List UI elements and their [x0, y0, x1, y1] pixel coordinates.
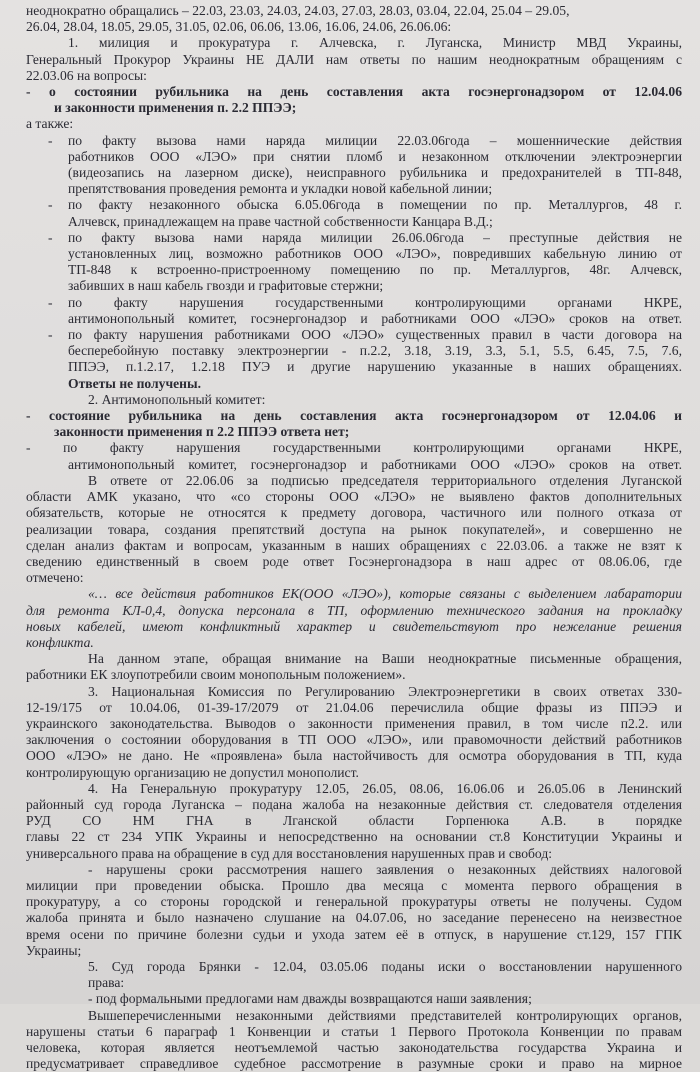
text-line: права: [88, 975, 125, 991]
text-line: сведению единственный в своем роде ответ Госэнергонадзора в наш адрес от 08.06.06, где [26, 553, 682, 569]
text-line: Алчевск, принадлежащем на праве частной собственности Канцара В.Д.; [68, 213, 493, 229]
text-line: а также: [26, 116, 74, 132]
text-line: 22.03.06 на вопросы: [26, 67, 147, 83]
text-line: сделан анализ фактам и вопросам, указанным в наших обращениях с 22.03.06. а также не взят к [26, 537, 682, 553]
text-line: реализации товара, создания препятствий доступа на рынок покупателей», и совершенно не [26, 521, 682, 537]
text-line: (видеозапись на лазерном диске), неисправного рубильника и предохранителей в ТП-848, [68, 165, 682, 181]
text-line: районный суд города Луганска – подана жалоба на незаконные действия ст. следователя отделения [26, 796, 682, 812]
text-line: 12-19/175 от 10.04.06, 01-39-17/2079 от 21.04.06 перечислила общие фразы из ППЭЭ и [26, 699, 682, 715]
text-line: 4. На Генеральную прокуратуру 12.05, 26.05, 08.06, 16.06.06 и 26.05.06 в Ленинский [88, 780, 682, 796]
text-line: 2. Антимонопольный комитет: [88, 391, 266, 407]
text-line: главы 22 ст 234 УПК Украины и непосредственно на основании ст.8 Конституции Украины и [26, 829, 682, 845]
text-line: неоднократно обращались – 22.03, 23.03, 24.03, 24.03, 27.03, 28.03, 03.04, 22.04, 25.04 – 29.05, [26, 3, 570, 18]
text-line: - нарушены сроки рассмотрения нашего заявления о незаконных действиях налоговой [88, 861, 682, 877]
text-line: 5. Суд города Брянки - 12.04, 03.05.06 поданы иски о восстановлении нарушенного [88, 958, 682, 974]
text-line: установленных лиц, возможно работников ООО «ЛЭО», повредивших кабельную линию от [68, 246, 682, 262]
text-line: работники ЕК злоупотребили своим монопольным положением». [26, 667, 406, 683]
text-line: препятствования проведения ремонта и укладки новой кабельной линии; [68, 181, 493, 197]
text-line: прокуратуру, а со стороны городской и генеральной прокуратуры ответы не получены. Судом [26, 894, 682, 910]
text-line: контролирующую организацию не допустил монополист. [26, 764, 359, 780]
text-line: для ремонта КЛ-0,4, допуска персонала в ТП, оформлению технического задания на прокладку [26, 602, 682, 618]
text-line: законности применения п 2.2 ППЭЭ ответа нет; [54, 424, 350, 440]
text-line: ООО «ЛЭО» не дано. Не «проявлена» была настойчивость для осмотра оборудования в ТП, куда [26, 748, 682, 764]
text-line: ППЭЭ, п.1.2.17, 1.2.18 ПУЭ и другие нарушению указанные в наших обращениях. [68, 359, 682, 375]
text-line: бесперебойную поставку электроэнергии - п.2.2, 3.18, 3.19, 3.3, 5.1, 5.5, 6.45, 7.5, 7.6, [68, 343, 682, 359]
text-line: - по факту нарушения государственными контролирующими органами НКРЕ, [26, 440, 682, 456]
text-line: обязательств, которые не относятся к предмету договора, частичного или полного отказа от [26, 505, 682, 521]
text-line: 26.04, 28.04, 18.05, 29.05, 31.05, 02.06, 06.06, 13.06, 16.06, 24.06, 26.06.06: [26, 19, 452, 35]
text-line: заключения о состоянии оборудования в ТП ООО «ЛЭО», или правомочности действий работников [26, 732, 682, 748]
text-line: украинского законодательства. Выводов о законности применения правил, в том числе п2.2. или [26, 715, 682, 731]
text-line: - состояние рубильника на день составления акта госэнергонадзором от 12.04.06 и [26, 408, 682, 424]
text-line: предусматривает справедливое судебное рассмотрение в разумные сроки и право на мирное [26, 1056, 682, 1072]
text-line: Украины; [26, 942, 82, 958]
text-line: - по факту вызова нами наряда милиции 26.06.06года – преступные действия не [26, 230, 682, 246]
text-line: - по факту вызова нами наряда милиции 22.03.06года – мошеннические действия [26, 133, 682, 149]
text-line: - по факту незаконного обыска 6.05.06года в помещении по пр. Металлургов, 48 г. [26, 197, 682, 213]
text-line: В ответе от 22.06.06 за подписью председателя территориального отделения Луганской [88, 472, 682, 488]
text-line: работников ООО «ЛЭО» при снятии пломб и незаконном отключении электроэнергии [68, 148, 682, 164]
text-line: Ответы не получены. [68, 375, 201, 391]
text-line: новых кабелей, имеют конфликтный характер и свидетельствуют про нежелание решения [26, 618, 682, 634]
text-line: - о состоянии рубильника на день составления акта госэнергонадзором от 12.04.06 [26, 84, 682, 100]
text-line: нарушены статьи 6 параграф 1 Конвенции и статьи 1 Первого Протокола Конвенции по правам [26, 1023, 682, 1039]
text-line: На данном этапе, обращая внимание на Ваши неоднократные письменные обращения, [88, 651, 682, 667]
text-line: время осени по причине болезни судьи и ухода затем её в отпуск, в нарушение ст.129, 157 ГПК [26, 926, 682, 942]
text-line: - под формальными предлогами нам дважды возвращаются наши заявления; [88, 991, 532, 1007]
text-line: ТП-848 к встроенно-пристроенному помещению по пр. Металлургов, 48г. Алчевск, [68, 262, 682, 278]
text-line: и законности применения п. 2.2 ППЭЭ; [54, 100, 297, 116]
text-line: Вышеперечисленными незаконными действиями представителей контролирующих органов, [88, 1007, 682, 1023]
text-line: забивших в наш кабель гвозди и графитовые стержни; [68, 278, 384, 294]
text-line: милиции при проведении обыска. Прошло два месяца с момента первого обращения в [26, 877, 682, 893]
text-line: человека, которая является неотъемлемой частью законодательства государства Украина и [26, 1040, 682, 1055]
text-line: РУД СО НМ ГНА в Лганской области Горпенюка А.В. в порядке [26, 813, 682, 829]
text-line: универсального права на обращение в суд для восстановления нарушенных прав и свобод: [26, 845, 553, 861]
text-line: 3. Национальная Комиссия по Регулированию Электроэнергетики в своих ответах 330- [88, 683, 682, 699]
text-line: 1. милиция и прокуратура г. Алчевска, г. Луганска, Министр МВД Украины, [68, 35, 682, 51]
text-line: конфликта. [26, 634, 94, 650]
text-line: жалоба принята и было назначено слушание на 04.07.06, но заседание перенесено на неизвестное [26, 910, 682, 926]
text-line: области АМК указано, что «со стороны ООО «ЛЭО» не выявлено фактов дополнительных [26, 489, 682, 505]
text-line: антимонопольный комитет, госэнергонадзор и работниками ООО «ЛЭО» сроков на ответ. [68, 310, 682, 326]
text-line: - по факту нарушения государственными контролирующими органами НКРЕ, [26, 295, 682, 311]
text-line: Генеральный Прокурор Украины НЕ ДАЛИ нам ответы по нашим неоднократным обращениям с [26, 51, 682, 67]
text-line: отмечено: [26, 570, 84, 586]
text-line: - по факту нарушения работниками ООО «ЛЭО» существенных правил в части договора на [26, 327, 682, 343]
text-line: антимонопольный комитет, госэнергонадзор и работниками ООО «ЛЭО» сроков на ответ. [68, 456, 682, 472]
text-line: «… все действия работников ЕК(ООО «ЛЭО»), которые связаны с выделением лабаратории [88, 586, 682, 602]
